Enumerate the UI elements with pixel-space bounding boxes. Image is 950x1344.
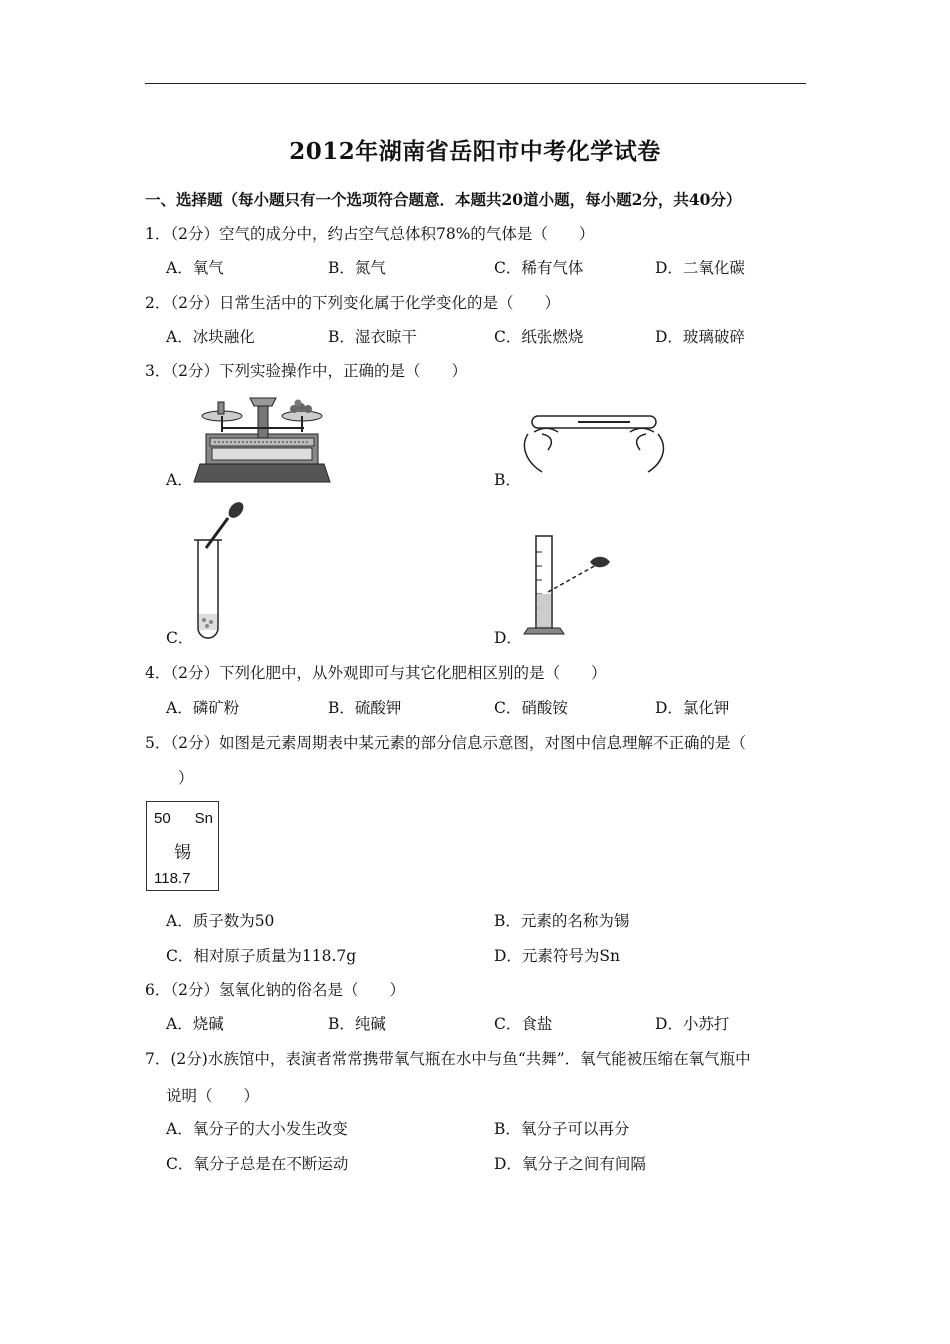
question-4-option-b[interactable]: B．硫酸钾 xyxy=(328,699,402,717)
question-6-stem: 6．（2分）氢氧化钠的俗名是（ ） xyxy=(145,981,405,999)
question-7-option-b[interactable]: B．氧分子可以再分 xyxy=(494,1120,630,1138)
question-4-stem: 4．（2分）下列化肥中，从外观即可与其它化肥相区别的是（ ） xyxy=(145,664,607,682)
question-7-option-c[interactable]: C．氧分子总是在不断运动 xyxy=(166,1155,349,1173)
section-heading: 一、选择题（每小题只有一个选项符合题意．本题共20道小题，每小题2分，共40分） xyxy=(145,190,742,209)
question-6-option-d[interactable]: D．小苏打 xyxy=(655,1015,730,1033)
question-6-option-b[interactable]: B．纯碱 xyxy=(328,1015,386,1033)
page-title: 2012年湖南省岳阳市中考化学试卷 xyxy=(289,138,661,165)
question-7-option-d[interactable]: D．氧分子之间有间隔 xyxy=(494,1155,646,1173)
hands-test-tube-image xyxy=(518,402,672,478)
element-atomic-number: 50 xyxy=(154,810,171,827)
dropper-test-tube-image xyxy=(190,502,250,642)
question-2-option-a[interactable]: A．冰块融化 xyxy=(166,328,255,346)
balance-scale-image xyxy=(192,392,332,485)
question-7-stem: 7．(2分)水族馆中，表演者常常携带氧气瓶在水中与鱼“共舞”．氧气能被压缩在氧气瓶中 xyxy=(145,1050,751,1068)
question-4-option-d[interactable]: D．氯化钾 xyxy=(655,699,730,717)
graduated-cylinder-eye-image xyxy=(522,532,614,640)
question-3-option-b[interactable]: B． xyxy=(494,471,521,489)
question-2-option-b[interactable]: B．湿衣晾干 xyxy=(328,328,417,346)
question-3-option-c[interactable]: C． xyxy=(166,629,194,647)
question-1-stem: 1．（2分）空气的成分中，约占空气总体积78%的气体是（ ） xyxy=(145,225,595,243)
question-3-option-a[interactable]: A． xyxy=(166,471,193,489)
question-4-option-c[interactable]: C．硝酸铵 xyxy=(494,699,568,717)
question-3-option-d[interactable]: D． xyxy=(494,629,522,647)
question-3-stem: 3．（2分）下列实验操作中，正确的是（ ） xyxy=(145,362,467,380)
top-rule xyxy=(145,83,806,84)
question-5-stem: 5．（2分）如图是元素周期表中某元素的部分信息示意图，对图中信息理解不正确的是（ xyxy=(145,734,746,752)
question-2-option-c[interactable]: C．纸张燃烧 xyxy=(494,328,584,346)
question-5-option-d[interactable]: D．元素符号为Sn xyxy=(494,947,621,965)
question-1-option-d[interactable]: D．二氧化碳 xyxy=(655,259,745,277)
question-2-stem: 2．（2分）日常生活中的下列变化属于化学变化的是（ ） xyxy=(145,294,560,312)
element-tile xyxy=(146,801,219,891)
question-4-option-a[interactable]: A．磷矿粉 xyxy=(166,699,240,717)
element-symbol: Sn xyxy=(194,810,213,827)
question-2-option-d[interactable]: D．玻璃破碎 xyxy=(655,328,745,346)
question-6-option-a[interactable]: A．烧碱 xyxy=(166,1015,224,1033)
question-1-option-a[interactable]: A．氧气 xyxy=(166,259,224,277)
question-7-stem-continued: 说明（ ） xyxy=(166,1087,260,1105)
element-name: 锡 xyxy=(174,843,191,863)
question-1-option-c[interactable]: C．稀有气体 xyxy=(494,259,584,277)
question-5-stem-continued: ） xyxy=(178,769,194,787)
question-5-option-b[interactable]: B．元素的名称为锡 xyxy=(494,912,630,930)
question-5-option-a[interactable]: A．质子数为50 xyxy=(166,912,275,930)
question-7-option-a[interactable]: A．氧分子的大小发生改变 xyxy=(166,1120,348,1138)
question-5-option-c[interactable]: C．相对原子质量为118.7g xyxy=(166,947,357,965)
question-6-option-c[interactable]: C．食盐 xyxy=(494,1015,553,1033)
question-1-option-b[interactable]: B．氮气 xyxy=(328,259,386,277)
element-atomic-mass: 118.7 xyxy=(154,870,191,887)
